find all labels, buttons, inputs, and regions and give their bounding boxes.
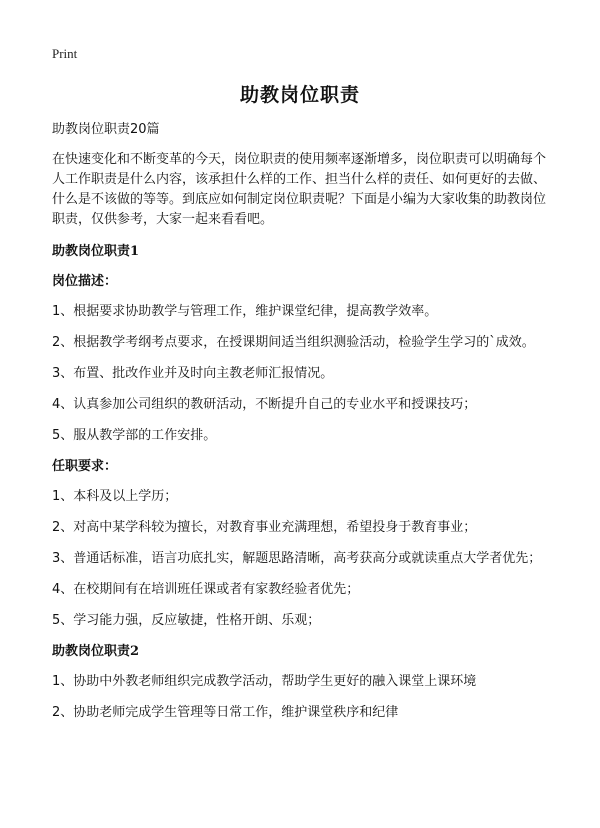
list-item: 4、在校期间有在培训班任课或者有家教经验者优先； [52, 582, 360, 597]
list-item: 1、协助中外教老师组织完成教学活动，帮助学生更好的融入课堂上课环境 [52, 674, 477, 689]
list-item: 1、根据要求协助教学与管理工作，维护课堂纪律，提高教学效率。 [52, 304, 438, 319]
list-item: 5、服从教学部的工作安排。 [52, 428, 217, 443]
document-content [52, 120, 552, 734]
list-item: 3、普通话标准，语言功底扎实，解题思路清晰，高考获高分或就读重点大学者优先； [52, 551, 542, 566]
list-item: 2、对高中某学科较为擅长，对教育事业充满理想，希望投身于教育事业； [52, 520, 477, 535]
section-heading: 助教岗位职责1 [52, 244, 140, 259]
document-subtitle: 助教岗位职责20篇 [52, 122, 160, 137]
section-2 [52, 642, 552, 723]
list-item: 4、认真参加公司组织的教研活动，不断提升自己的专业水平和授课技巧； [52, 397, 477, 412]
list-item: 2、根据教学考纲考点要求，在授课期间适当组织测验活动，检验学生学习的`成效。 [52, 335, 535, 350]
section-1 [52, 242, 552, 631]
list-item: 2、协助老师完成学生管理等日常工作，维护课堂秩序和纪律 [52, 705, 399, 720]
page-title: 助教岗位职责 [239, 84, 360, 106]
list-item: 3、布置、批改作业并及时向主教老师汇报情况。 [52, 366, 334, 381]
requirements-heading: 任职要求： [52, 459, 118, 474]
print-label: Print [52, 46, 78, 61]
section-heading: 助教岗位职责2 [52, 644, 140, 659]
intro-paragraph: 在快速变化和不断变革的今天，岗位职责的使用频率逐渐增多，岗位职责可以明确每个人工作职责是什么内容，该承担什么样的工作、担当什么样的责任、如何更好的去做、什么是不该做的等等。到底应如何制定岗位职责呢？下面是小编为大家收集的助教岗位职责，仅供参考，大家一起来看看吧。 [52, 152, 547, 227]
list-item: 1、本科及以上学历； [52, 489, 178, 504]
list-item: 5、学习能力强，反应敏捷，性格开朗、乐观； [52, 613, 321, 628]
description-heading: 岗位描述： [52, 274, 118, 289]
